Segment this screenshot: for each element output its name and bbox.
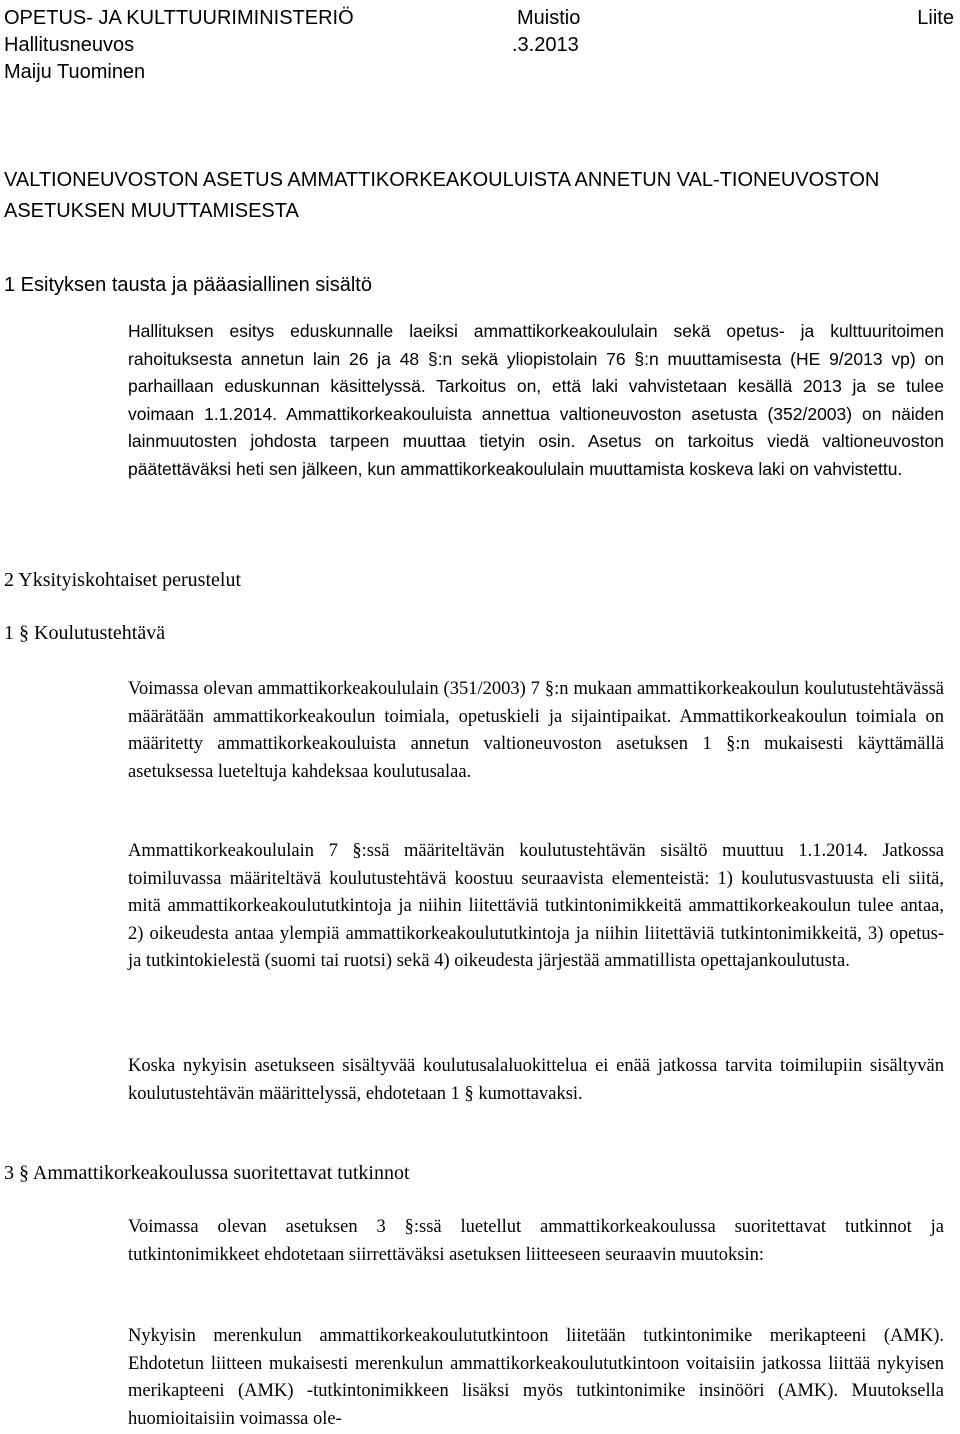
document-type: Muistio bbox=[517, 7, 581, 29]
section-3-paragraph-1: Voimassa olevan asetuksen 3 §:ssä luetellut ammattikorkeakoulussa suoritettavat tutkinnot ja tutkintonimikkeet ehdotetaan siirrettäväksi asetuksen liitteeseen seuraavin muutoksin: bbox=[128, 1217, 944, 1265]
section-1-paragraph: Hallituksen esitys eduskunnalle laeiksi ammattikorkeakoululain sekä opetus- ja kulttuuritoimen rahoituksesta annetun lain 26 ja 48 §:n sekä yliopistolain 76 §:n muuttamisesta (HE 9/2013 vp) on parhaillaan eduskunnan käsittelyssä. Tarkoitus on, että laki vahvistetaan kesällä 2013 ja se tulee voimaan 1.1.2014. Ammattikorkeakouluista annettua valtioneuvoston asetusta (352/2003) on näiden lainmuutosten johdosta tarpeen muuttaa tietyin osin. Asetus on tarkoitus viedä valtioneuvoston päätettäväksi heti sen jälkeen, kun ammattikorkeakoululain muuttamista koskeva laki on vahvistettu. bbox=[128, 321, 944, 479]
attachment-label: Liite bbox=[917, 7, 954, 29]
header-row-1 bbox=[4, 6, 954, 30]
section-3-subheading: 3 § Ammattikorkeakoulussa suoritettavat tutkinnot bbox=[4, 1162, 410, 1184]
section-2-subheading: 1 § Koulutustehtävä bbox=[4, 622, 166, 644]
header-row-2 bbox=[4, 33, 954, 57]
section-2-paragraph-3: Koska nykyisin asetukseen sisältyvää koulutusalaluokittelua ei enää jatkossa tarvita toimilupiin sisältyvän koulutustehtävän määrittelyssä, ehdotetaan 1 § kumottavaksi. bbox=[128, 1056, 944, 1104]
section-1-heading: 1 Esityksen tausta ja pääasiallinen sisältö bbox=[4, 274, 372, 296]
meeting-label: Hallitusneuvos bbox=[4, 34, 135, 56]
document-title: VALTIONEUVOSTON ASETUS AMMATTIKORKEAKOULUISTA ANNETUN VAL-TIONEUVOSTON ASETUKSEN MUUTTAMISESTA bbox=[4, 169, 880, 222]
header-row-3 bbox=[4, 60, 954, 84]
author-name: Maiju Tuominen bbox=[4, 61, 146, 83]
document-date: .3.2013 bbox=[512, 34, 579, 56]
section-2-paragraph-2: Ammattikorkeakoululain 7 §:ssä määriteltävän koulutustehtävän sisältö muuttuu 1.1.2014. Jatkossa toimiluvassa määriteltävä koulutustehtävä koostuu seuraavista elementeistä: 1) koulutusvastuusta eli siitä, mitä ammattikorkeakoulututkintoja ja niihin liitettäviä tutkintonimikkeitä ammattikorkeakoulun tulee antaa, 2) oikeudesta antaa ylempiä ammattikorkeakoulututkintoja ja niihin liitettäviä tutkintonimikkeitä, 3) opetus- ja tutkintokielestä (suomi tai ruotsi) sekä 4) oikeudesta järjestää ammatillista opettajankoulutusta. bbox=[128, 841, 944, 971]
section-2-heading: 2 Yksityiskohtaiset perustelut bbox=[4, 569, 242, 591]
ministry-name: OPETUS- JA KULTTUURIMINISTERIÖ bbox=[4, 7, 354, 29]
section-3-paragraph-2: Nykyisin merenkulun ammattikorkeakoulututkintoon liitetään tutkintonimike merikapteeni (AMK). Ehdotetun liitteen mukaisesti merenkulun ammattikorkeakoulututkintoon voitaisiin jatkossa liittää nykyisen merikapteeni (AMK) -tutkintonimikkeen lisäksi myös tutkintonimike insinööri (AMK). Muutoksella huomioitaisiin voimassa ole- bbox=[128, 1326, 944, 1429]
section-2-paragraph-1: Voimassa olevan ammattikorkeakoululain (351/2003) 7 §:n mukaan ammattikorkeakoulun koulutustehtävässä määrätään ammattikorkeakoulun toimiala, opetuskieli ja sijaintipaikat. Ammattikorkeakoulun toimiala on määritetty ammattikorkeakouluista annetun valtioneuvoston asetuksen 1 §:n mukaisesti käyttämällä asetuksessa lueteltuja kahdeksaa koulutusalaa. bbox=[128, 679, 944, 782]
